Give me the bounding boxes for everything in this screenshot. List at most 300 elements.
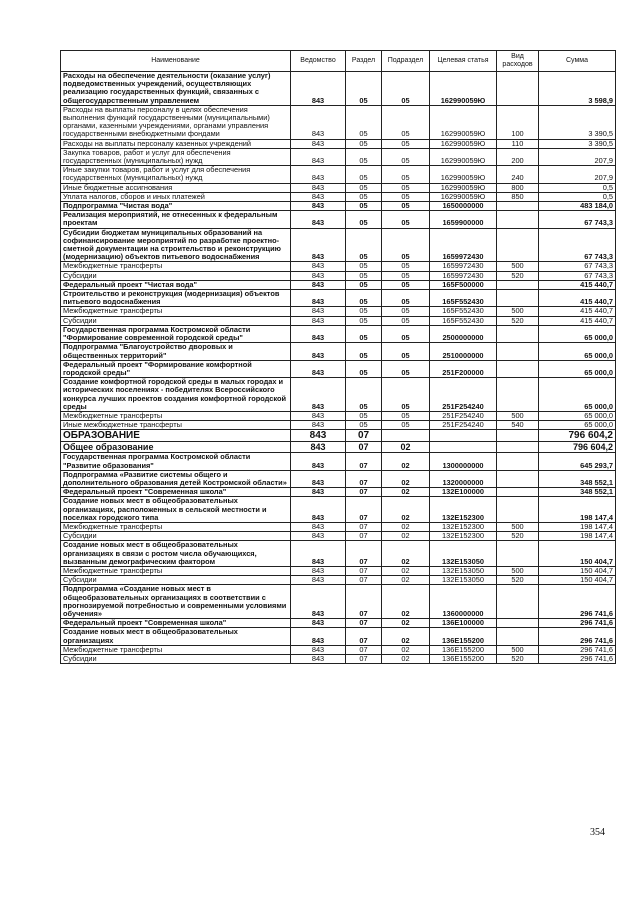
cell-section: 07 (346, 442, 382, 453)
cell-dept: 843 (291, 183, 346, 192)
cell-section: 07 (346, 497, 382, 523)
cell-subsection: 05 (382, 421, 430, 430)
cell-target: 1659900000 (430, 211, 497, 228)
cell-dept: 843 (291, 192, 346, 201)
cell-target: 165F552430 (430, 290, 497, 307)
cell-dept: 843 (291, 378, 346, 412)
col-header-section: Раздел (346, 51, 382, 72)
cell-dept: 843 (291, 166, 346, 183)
cell-name: Расходы на выплаты персоналу в целях обеспечения выполнения функций государственными (муниципальными) органами, казенными учреждениями, органами управления государственными внебюджетными фондами (61, 105, 291, 139)
cell-target: 251F254240 (430, 378, 497, 412)
cell-name: Общее образование (61, 442, 291, 453)
cell-section: 05 (346, 192, 382, 201)
cell-name: Межбюджетные трансферты (61, 411, 291, 420)
cell-name: Иные бюджетные ассигнования (61, 183, 291, 192)
table-row (61, 105, 616, 139)
cell-sum: 65 000,0 (539, 378, 616, 412)
cell-subsection: 05 (382, 290, 430, 307)
table-row (61, 470, 616, 487)
cell-dept: 843 (291, 655, 346, 664)
cell-subsection: 05 (382, 148, 430, 165)
table-row (61, 325, 616, 342)
cell-section: 05 (346, 105, 382, 139)
cell-name: Расходы на выплаты персоналу казенных учреждений (61, 139, 291, 148)
cell-target: 1659972430 (430, 228, 497, 262)
cell-section: 07 (346, 619, 382, 628)
cell-dept: 843 (291, 211, 346, 228)
cell-sum: 296 741,6 (539, 628, 616, 645)
cell-exp-type: 500 (497, 307, 539, 316)
cell-target: 132E152300 (430, 532, 497, 541)
cell-name: Субсидии (61, 271, 291, 280)
cell-dept: 843 (291, 470, 346, 487)
table-row (61, 619, 616, 628)
cell-exp-type (497, 453, 539, 470)
cell-exp-type (497, 619, 539, 628)
cell-exp-type (497, 290, 539, 307)
cell-subsection: 02 (382, 645, 430, 654)
col-header-target: Целевая статья (430, 51, 497, 72)
cell-exp-type (497, 442, 539, 453)
cell-section: 05 (346, 271, 382, 280)
cell-subsection: 02 (382, 541, 430, 567)
cell-name: Субсидии (61, 655, 291, 664)
cell-target: 162990059Ю (430, 183, 497, 192)
cell-exp-type (497, 628, 539, 645)
cell-target: 132E100000 (430, 488, 497, 497)
cell-target: 165F552430 (430, 316, 497, 325)
cell-sum: 348 552,1 (539, 470, 616, 487)
cell-sum: 198 147,4 (539, 532, 616, 541)
cell-subsection: 05 (382, 307, 430, 316)
cell-subsection: 02 (382, 655, 430, 664)
cell-dept: 843 (291, 532, 346, 541)
table-row (61, 522, 616, 531)
cell-subsection: 02 (382, 585, 430, 619)
cell-dept: 843 (291, 522, 346, 531)
cell-sum: 207,9 (539, 148, 616, 165)
cell-subsection: 05 (382, 360, 430, 377)
table-row (61, 488, 616, 497)
cell-exp-type (497, 430, 539, 442)
cell-name: Подпрограмма «Создание новых мест в общеобразовательных организациях в соответствии с прогнозируемой потребностью и современными условиями обучения» (61, 585, 291, 619)
cell-subsection: 05 (382, 202, 430, 211)
cell-subsection: 05 (382, 271, 430, 280)
cell-subsection: 05 (382, 183, 430, 192)
cell-dept: 843 (291, 566, 346, 575)
cell-section: 05 (346, 166, 382, 183)
cell-sum: 67 743,3 (539, 271, 616, 280)
cell-section: 05 (346, 211, 382, 228)
cell-section: 05 (346, 325, 382, 342)
cell-name: Уплата налогов, сборов и иных платежей (61, 192, 291, 201)
cell-section: 07 (346, 655, 382, 664)
table-row (61, 378, 616, 412)
cell-target: 1360000000 (430, 585, 497, 619)
table-row (61, 271, 616, 280)
cell-section: 05 (346, 148, 382, 165)
cell-subsection: 05 (382, 378, 430, 412)
table-row (61, 316, 616, 325)
cell-target: 132E153050 (430, 541, 497, 567)
cell-target: 162990059Ю (430, 105, 497, 139)
cell-exp-type: 520 (497, 316, 539, 325)
cell-dept: 843 (291, 271, 346, 280)
cell-section: 05 (346, 290, 382, 307)
cell-subsection: 02 (382, 522, 430, 531)
table-row (61, 202, 616, 211)
cell-section: 05 (346, 421, 382, 430)
cell-name: Межбюджетные трансферты (61, 262, 291, 271)
table-row (61, 430, 616, 442)
cell-sum: 296 741,6 (539, 619, 616, 628)
cell-subsection: 05 (382, 72, 430, 106)
cell-name: Подпрограмма «Развитие системы общего и дополнительного образования детей Костромской области» (61, 470, 291, 487)
table-row (61, 645, 616, 654)
cell-target: 162990059Ю (430, 72, 497, 106)
cell-name: Создание новых мест в общеобразовательных организациях в связи с ростом числа обучающихся, вызванным демографическим фактором (61, 541, 291, 567)
cell-dept: 843 (291, 316, 346, 325)
cell-exp-type (497, 360, 539, 377)
cell-target: 1300000000 (430, 453, 497, 470)
cell-target: 162990059Ю (430, 148, 497, 165)
cell-dept: 843 (291, 430, 346, 442)
cell-name: Субсидии (61, 316, 291, 325)
cell-name: Межбюджетные трансферты (61, 645, 291, 654)
table-row (61, 228, 616, 262)
cell-target: 136E100000 (430, 619, 497, 628)
cell-subsection (382, 430, 430, 442)
cell-sum: 65 000,0 (539, 325, 616, 342)
cell-name: ОБРАЗОВАНИЕ (61, 430, 291, 442)
cell-section: 07 (346, 453, 382, 470)
cell-dept: 843 (291, 325, 346, 342)
cell-name: Подпрограмма "Благоустройство дворовых и общественных территорий" (61, 343, 291, 360)
table-row (61, 411, 616, 420)
cell-exp-type: 500 (497, 411, 539, 420)
cell-dept: 843 (291, 411, 346, 420)
cell-subsection: 02 (382, 532, 430, 541)
cell-target: 162990059Ю (430, 139, 497, 148)
table-row (61, 192, 616, 201)
table-header-row (61, 51, 616, 72)
cell-name: Строительство и реконструкция (модернизация) объектов питьевого водоснабжения (61, 290, 291, 307)
table-row (61, 148, 616, 165)
cell-section: 07 (346, 488, 382, 497)
cell-dept: 843 (291, 645, 346, 654)
cell-exp-type: 500 (497, 262, 539, 271)
cell-exp-type: 520 (497, 576, 539, 585)
cell-exp-type (497, 211, 539, 228)
cell-name: Межбюджетные трансферты (61, 522, 291, 531)
cell-sum: 65 000,0 (539, 411, 616, 420)
cell-exp-type: 800 (497, 183, 539, 192)
col-header-exp-type: Вид расходов (497, 51, 539, 72)
cell-section: 05 (346, 307, 382, 316)
cell-subsection: 05 (382, 280, 430, 289)
table-row (61, 628, 616, 645)
cell-name: Межбюджетные трансферты (61, 566, 291, 575)
cell-subsection: 05 (382, 105, 430, 139)
cell-name: Реализация мероприятий, не отнесенных к федеральным проектам (61, 211, 291, 228)
cell-name: Государственная программа Костромской области "Формирование современной городской среды" (61, 325, 291, 342)
cell-name: Федеральный проект "Формирование комфортной городской среды" (61, 360, 291, 377)
table-row (61, 532, 616, 541)
cell-exp-type (497, 280, 539, 289)
cell-name: Федеральный проект "Чистая вода" (61, 280, 291, 289)
cell-exp-type: 200 (497, 148, 539, 165)
cell-sum: 198 147,4 (539, 497, 616, 523)
cell-name: Федеральный проект "Современная школа" (61, 619, 291, 628)
cell-section: 05 (346, 72, 382, 106)
table-row (61, 139, 616, 148)
table-row (61, 343, 616, 360)
cell-target: 251F200000 (430, 360, 497, 377)
cell-section: 05 (346, 360, 382, 377)
cell-target: 132E152300 (430, 497, 497, 523)
cell-sum: 796 604,2 (539, 442, 616, 453)
cell-sum: 796 604,2 (539, 430, 616, 442)
cell-section: 07 (346, 566, 382, 575)
cell-sum: 483 184,0 (539, 202, 616, 211)
cell-exp-type: 520 (497, 532, 539, 541)
cell-dept: 843 (291, 453, 346, 470)
table-row (61, 585, 616, 619)
cell-target: 162990059Ю (430, 166, 497, 183)
cell-sum: 415 440,7 (539, 316, 616, 325)
cell-exp-type (497, 72, 539, 106)
cell-exp-type (497, 497, 539, 523)
cell-exp-type: 520 (497, 655, 539, 664)
cell-subsection: 05 (382, 211, 430, 228)
cell-exp-type: 100 (497, 105, 539, 139)
cell-exp-type (497, 488, 539, 497)
cell-subsection: 05 (382, 192, 430, 201)
cell-exp-type: 540 (497, 421, 539, 430)
table-body (61, 72, 616, 664)
cell-exp-type: 500 (497, 566, 539, 575)
cell-subsection: 05 (382, 325, 430, 342)
cell-dept: 843 (291, 360, 346, 377)
cell-sum: 415 440,7 (539, 290, 616, 307)
cell-sum: 207,9 (539, 166, 616, 183)
cell-target (430, 430, 497, 442)
cell-exp-type: 110 (497, 139, 539, 148)
cell-name: Иные закупки товаров, работ и услуг для обеспечения государственных (муниципальных) нужд (61, 166, 291, 183)
cell-exp-type (497, 228, 539, 262)
table-row (61, 211, 616, 228)
cell-target: 1320000000 (430, 470, 497, 487)
cell-dept: 843 (291, 105, 346, 139)
cell-section: 07 (346, 585, 382, 619)
cell-section: 05 (346, 202, 382, 211)
cell-exp-type: 500 (497, 522, 539, 531)
cell-section: 05 (346, 228, 382, 262)
cell-subsection: 05 (382, 316, 430, 325)
table-row (61, 262, 616, 271)
table-row (61, 655, 616, 664)
cell-section: 07 (346, 628, 382, 645)
cell-subsection: 02 (382, 619, 430, 628)
cell-sum: 65 000,0 (539, 421, 616, 430)
cell-sum: 415 440,7 (539, 307, 616, 316)
cell-subsection: 02 (382, 497, 430, 523)
cell-target: 2500000000 (430, 325, 497, 342)
cell-section: 07 (346, 430, 382, 442)
cell-subsection: 02 (382, 470, 430, 487)
cell-dept: 843 (291, 307, 346, 316)
cell-subsection: 05 (382, 166, 430, 183)
cell-dept: 843 (291, 421, 346, 430)
cell-target: 136E155200 (430, 645, 497, 654)
cell-section: 05 (346, 378, 382, 412)
cell-subsection: 02 (382, 576, 430, 585)
cell-exp-type (497, 541, 539, 567)
cell-target: 251F254240 (430, 411, 497, 420)
cell-sum: 67 743,3 (539, 262, 616, 271)
cell-section: 07 (346, 532, 382, 541)
cell-target: 165F500000 (430, 280, 497, 289)
cell-dept: 843 (291, 290, 346, 307)
cell-dept: 843 (291, 576, 346, 585)
cell-target: 1650000000 (430, 202, 497, 211)
cell-name: Государственная программа Костромской области "Развитие образования" (61, 453, 291, 470)
table-row (61, 576, 616, 585)
cell-sum: 150 404,7 (539, 576, 616, 585)
cell-dept: 843 (291, 280, 346, 289)
cell-sum: 415 440,7 (539, 280, 616, 289)
cell-exp-type: 850 (497, 192, 539, 201)
cell-dept: 843 (291, 497, 346, 523)
cell-dept: 843 (291, 628, 346, 645)
table-row (61, 280, 616, 289)
cell-section: 07 (346, 645, 382, 654)
cell-section: 05 (346, 139, 382, 148)
table-row (61, 453, 616, 470)
cell-target (430, 442, 497, 453)
cell-dept: 843 (291, 619, 346, 628)
cell-subsection: 02 (382, 488, 430, 497)
cell-name: Создание новых мест в общеобразовательных организациях, расположенных в сельской местности и поселках городского типа (61, 497, 291, 523)
cell-dept: 843 (291, 262, 346, 271)
budget-table-sheet (60, 50, 615, 664)
table-row (61, 72, 616, 106)
cell-name: Межбюджетные трансферты (61, 307, 291, 316)
cell-name: Иные межбюджетные трансферты (61, 421, 291, 430)
cell-exp-type (497, 325, 539, 342)
cell-section: 05 (346, 316, 382, 325)
cell-section: 05 (346, 183, 382, 192)
cell-sum: 296 741,6 (539, 655, 616, 664)
table-row (61, 421, 616, 430)
cell-name: Создание новых мест в общеобразовательных организациях (61, 628, 291, 645)
cell-sum: 67 743,3 (539, 211, 616, 228)
cell-subsection: 02 (382, 628, 430, 645)
col-header-subsection: Подраздел (382, 51, 430, 72)
cell-sum: 3 598,9 (539, 72, 616, 106)
cell-sum: 3 390,5 (539, 105, 616, 139)
cell-dept: 843 (291, 541, 346, 567)
cell-sum: 67 743,3 (539, 228, 616, 262)
cell-target: 1659972430 (430, 262, 497, 271)
cell-sum: 0,5 (539, 192, 616, 201)
cell-exp-type (497, 585, 539, 619)
cell-dept: 843 (291, 139, 346, 148)
cell-sum: 0,5 (539, 183, 616, 192)
table-row (61, 541, 616, 567)
cell-section: 05 (346, 262, 382, 271)
table-row (61, 566, 616, 575)
table-row (61, 307, 616, 316)
cell-sum: 150 404,7 (539, 541, 616, 567)
cell-exp-type (497, 202, 539, 211)
cell-exp-type (497, 378, 539, 412)
cell-target: 132E153050 (430, 576, 497, 585)
cell-exp-type: 240 (497, 166, 539, 183)
cell-dept: 843 (291, 488, 346, 497)
table-row (61, 442, 616, 453)
cell-name: Субсидии бюджетам муниципальных образований на софинансирование мероприятий по разработке проектно-сметной документации на строительство и реконструкцию (модернизацию) объектов питьевого водоснабжения (61, 228, 291, 262)
cell-section: 05 (346, 343, 382, 360)
cell-sum: 150 404,7 (539, 566, 616, 575)
cell-target: 136E155200 (430, 655, 497, 664)
cell-name: Субсидии (61, 532, 291, 541)
cell-target: 251F254240 (430, 421, 497, 430)
cell-sum: 3 390,5 (539, 139, 616, 148)
cell-section: 07 (346, 522, 382, 531)
cell-section: 07 (346, 541, 382, 567)
cell-dept: 843 (291, 343, 346, 360)
cell-subsection: 02 (382, 453, 430, 470)
cell-name: Федеральный проект "Современная школа" (61, 488, 291, 497)
cell-subsection: 05 (382, 139, 430, 148)
cell-exp-type: 520 (497, 271, 539, 280)
cell-name: Закупка товаров, работ и услуг для обеспечения государственных (муниципальных) нужд (61, 148, 291, 165)
cell-dept: 843 (291, 148, 346, 165)
cell-subsection: 02 (382, 442, 430, 453)
cell-dept: 843 (291, 72, 346, 106)
cell-dept: 843 (291, 442, 346, 453)
cell-target: 132E152300 (430, 522, 497, 531)
cell-target: 132E153050 (430, 566, 497, 575)
col-header-sum: Сумма (539, 51, 616, 72)
cell-target: 165F552430 (430, 307, 497, 316)
table-row (61, 166, 616, 183)
page-number: 354 (590, 827, 605, 838)
cell-sum: 348 552,1 (539, 488, 616, 497)
budget-table (60, 50, 616, 664)
cell-sum: 296 741,6 (539, 645, 616, 654)
cell-name: Субсидии (61, 576, 291, 585)
cell-sum: 65 000,0 (539, 360, 616, 377)
cell-dept: 843 (291, 585, 346, 619)
cell-section: 07 (346, 470, 382, 487)
cell-exp-type (497, 343, 539, 360)
cell-sum: 198 147,4 (539, 522, 616, 531)
cell-target: 2510000000 (430, 343, 497, 360)
cell-subsection: 05 (382, 343, 430, 360)
cell-name: Создание комфортной городской среды в малых городах и исторических поселениях - победителях Всероссийского конкурса лучших проектов создания комфортной городской среды (61, 378, 291, 412)
cell-subsection: 02 (382, 566, 430, 575)
cell-target: 1659972430 (430, 271, 497, 280)
cell-dept: 843 (291, 228, 346, 262)
col-header-name: Наименование (61, 51, 291, 72)
cell-dept: 843 (291, 202, 346, 211)
table-row (61, 360, 616, 377)
cell-section: 05 (346, 411, 382, 420)
cell-exp-type: 500 (497, 645, 539, 654)
cell-subsection: 05 (382, 262, 430, 271)
